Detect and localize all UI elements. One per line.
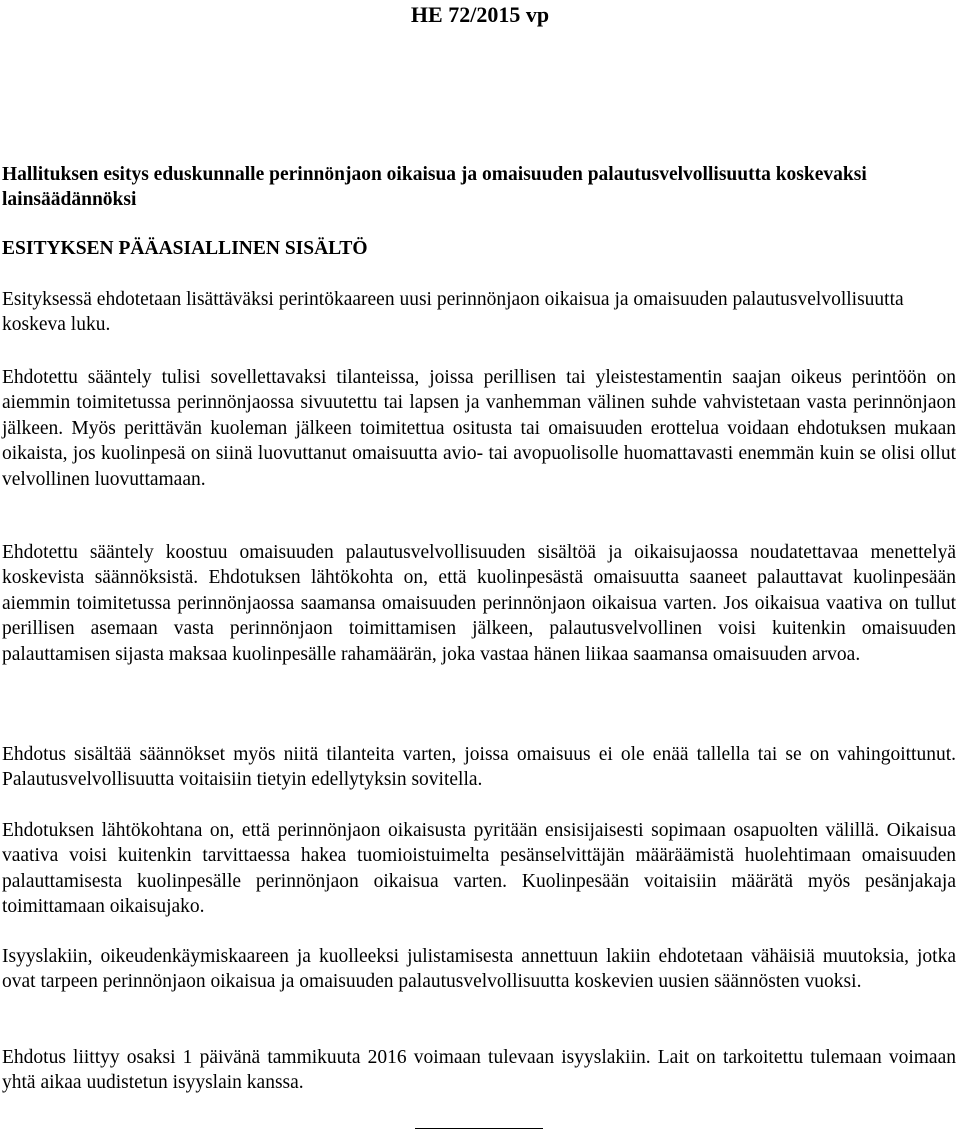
- document-id: HE 72/2015 vp: [410, 2, 550, 27]
- paragraph: Isyyslakiin, oikeudenkäymiskaareen ja kuolleeksi julistamisesta annettuun lakiin ehdotetaan vähäisiä muutoksia, jotka ovat tarpeen perinnönjaon oikaisua ja omaisuuden palautusvelvollisuutta koskevien uusien säännösten vuoksi.: [2, 946, 956, 993]
- paragraph: Ehdotettu sääntely tulisi sovellettavaksi tilanteissa, joissa perillisen tai yleistestamentin saajan oikeus perintöön on aiemmin toimitetussa perinnönjaossa sivuutettu tai lapsen ja vanhemman välinen suhde vahvistetaan vasta perinnönjaon jälkeen. Myös perittävän kuoleman jälkeen toimitettua ositusta tai omaisuuden erottelua voidaan ehdotuksen mukaan oikaista, jos kuolinpesä on siinä luovuttanut omaisuutta avio- tai avopuolisolle huomattavasti enemmän kuin se olisi ollut velvollinen luovuttamaan.: [2, 367, 956, 490]
- paragraph: Ehdotuksen lähtökohtana on, että perinnönjaon oikaisusta pyritään ensisijaisesti sopimaan osapuolten välillä. Oikaisua vaativa voisi kuitenkin tarvittaessa hakea tuomioistuimelta pesänselvittäjän määräämistä huolehtimaan omaisuuden palauttamisesta kuolinpesälle perinnönjaon oikaisua varten. Kuolinpesään voitaisiin määrätä myös pesänjakaja toimittamaan oikaisujako.: [2, 820, 956, 918]
- paragraph: Esityksessä ehdotetaan lisättäväksi perintökaareen uusi perinnönjaon oikaisua ja omaisuuden palautusvelvollisuutta koskeva luku.: [2, 289, 904, 336]
- paragraph: Ehdotettu sääntely koostuu omaisuuden palautusvelvollisuuden sisältöä ja oikaisujaossa noudatettavaa menettelyä koskevista säännöksistä. Ehdotuksen lähtökohta on, että kuolinpesästä omaisuutta saaneet palauttavat kuolinpesään aiemmin toimitetussa perinnönjaossa saamansa omaisuuden perinnönjaon oikaisua varten. Jos oikaisua vaativa on tullut perillisen asemaan vasta perinnönjaon toimittamisen jälkeen, palautusvelvollinen voisi kuitenkin omaisuuden palauttamisen sijasta maksaa kuolinpesälle rahamäärän, joka vastaa hänen liikaa saamansa omaisuuden arvoa.: [2, 542, 956, 665]
- document-title: Hallituksen esitys eduskunnalle perinnönjaon oikaisua ja omaisuuden palautusvelvollisuutta koskevaksi lainsäädännöksi: [2, 164, 867, 210]
- paragraph: Ehdotus sisältää säännökset myös niitä tilanteita varten, joissa omaisuus ei ole enää tallella tai se on vahingoittunut. Palautusvelvollisuutta voitaisiin tietyin edellytyksin sovitella.: [2, 744, 956, 791]
- paragraph: Ehdotus liittyy osaksi 1 päivänä tammikuuta 2016 voimaan tulevaan isyyslakiin. Lait on tarkoitettu tulemaan voimaan yhtä aikaa uudistetun isyyslain kanssa.: [2, 1047, 956, 1094]
- end-rule: [415, 1128, 543, 1129]
- section-heading: ESITYKSEN PÄÄASIALLINEN SISÄLTÖ: [2, 238, 368, 259]
